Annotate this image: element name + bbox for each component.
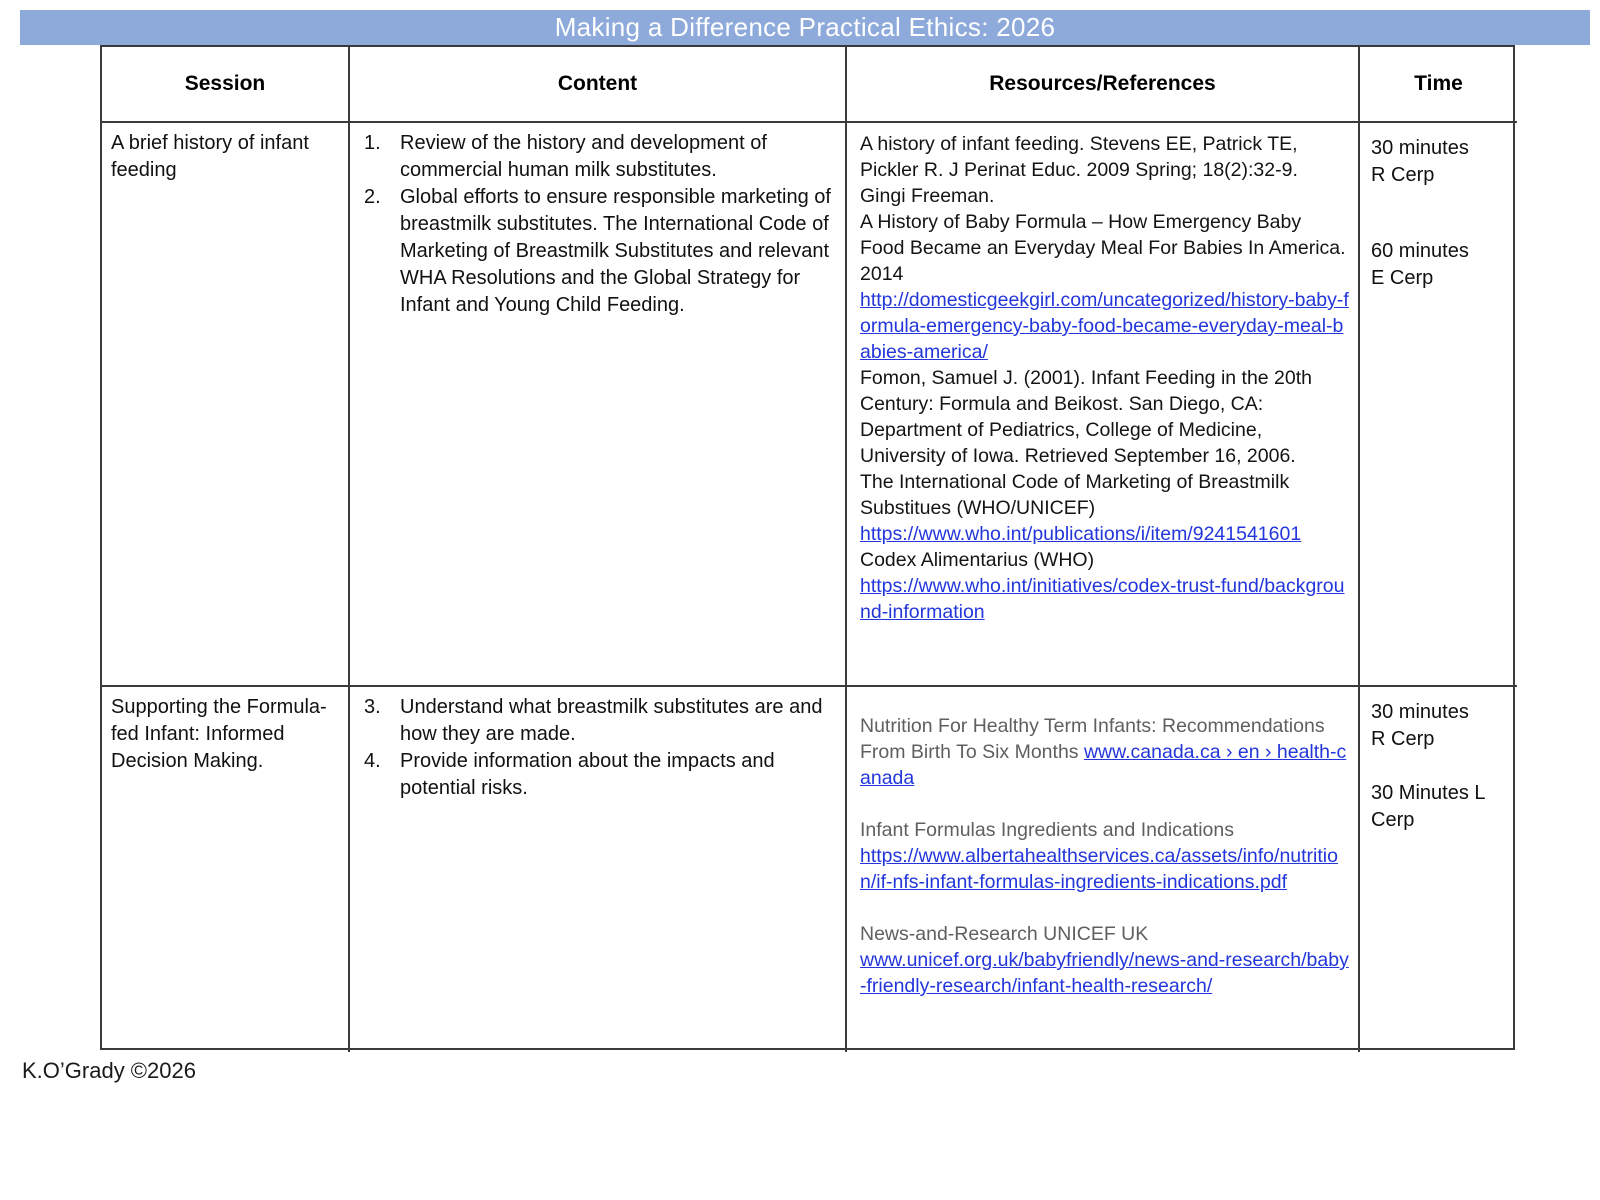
- content-cell-row1: [350, 123, 847, 687]
- resource-link[interactable]: http://domesticgeekgirl.com/uncategorized/history-baby-formula-emergency-baby-food-became-everyday-meal-babies-america/: [860, 289, 1349, 363]
- resource-text: News-and-Research UNICEF UK: [860, 923, 1149, 945]
- resource-paragraph: [860, 469, 1350, 521]
- resource-paragraph: [860, 843, 1350, 895]
- content-list-item: [358, 184, 839, 319]
- time-entry: [1371, 135, 1513, 188]
- time-entry: [1371, 780, 1513, 833]
- resource-text: Fomon, Samuel J. (2001). Infant Feeding in the 20th Century: Formula and Beikost. San Diego, CA: Department of Pediatrics, College of Medicine, University of Iowa. Retrieved September 16, 2006.: [860, 367, 1313, 467]
- content-cell-row2: [350, 687, 847, 1052]
- content-list-item: [358, 748, 839, 802]
- time-cell-row1: [1360, 123, 1517, 687]
- list-text: Review of the history and development of commercial human milk substitutes.: [400, 132, 767, 181]
- resource-paragraph: [860, 131, 1350, 183]
- time-line: E Cerp: [1371, 266, 1434, 289]
- resource-text: Infant Formulas Ingredients and Indications: [860, 819, 1234, 841]
- list-text: Global efforts to ensure responsible marketing of breastmilk substitutes. The International Code of Marketing of Breastmilk Substitutes and relevant WHA Resolutions and the Global Strategy for Infant and Young Child Feeding.: [400, 186, 831, 316]
- resource-text: Nutrition For Healthy Term Infants: Recommendations From Birth To Six Months: [860, 715, 1325, 763]
- time-line: 30 Minutes L: [1371, 782, 1486, 804]
- title-banner: [20, 10, 1590, 45]
- resource-text: The International Code of Marketing of Breastmilk Substitues (WHO/UNICEF): [860, 471, 1290, 519]
- resource-paragraph: [860, 947, 1350, 999]
- resource-link[interactable]: www.canada.ca › en › health-canada: [860, 741, 1347, 789]
- column-header-content: Content: [350, 47, 847, 123]
- resource-link[interactable]: https://www.who.int/publications/i/item/9241541601: [860, 523, 1302, 545]
- list-text: Provide information about the impacts and potential risks.: [400, 750, 775, 799]
- column-header-resources: Resources/References: [847, 47, 1360, 123]
- column-header-time: Time: [1360, 47, 1517, 123]
- session-cell-row2: [102, 687, 350, 1052]
- copyright-text: K.O’Grady ©2026: [22, 1058, 196, 1083]
- schedule-table: [100, 45, 1515, 1050]
- resource-text: Codex Alimentarius (WHO): [860, 549, 1095, 571]
- list-number: 1.: [364, 132, 381, 154]
- resource-paragraph: [860, 817, 1350, 843]
- resource-paragraph: [860, 287, 1350, 365]
- list-number: 2.: [364, 186, 381, 208]
- content-list-item: [358, 694, 839, 748]
- time-line: 30 minutes: [1371, 701, 1469, 723]
- resource-paragraph: [860, 365, 1350, 469]
- session-title: Supporting the Formula-fed Infant: Informed Decision Making.: [111, 696, 327, 772]
- time-cell-row2: [1360, 687, 1517, 1052]
- resource-link[interactable]: https://www.albertahealthservices.ca/assets/info/nutrition/if-nfs-infant-formulas-ingredients-indications.pdf: [860, 845, 1338, 893]
- resource-paragraph: [860, 547, 1350, 573]
- resource-paragraph: [860, 183, 1350, 209]
- content-list-item: [358, 130, 839, 184]
- resource-paragraph: [860, 573, 1350, 625]
- resource-paragraph: [860, 521, 1350, 547]
- column-header-session: Session: [102, 47, 350, 123]
- page-title: Making a Difference Practical Ethics: 2026: [554, 12, 1056, 42]
- resources-cell-row1: [847, 123, 1360, 687]
- resources-cell-row2: [847, 687, 1360, 1052]
- resource-text: Gingi Freeman.: [860, 185, 995, 207]
- resource-paragraph: [860, 209, 1350, 287]
- resource-link[interactable]: https://www.who.int/initiatives/codex-trust-fund/background-information: [860, 575, 1345, 623]
- resource-text: A history of infant feeding. Stevens EE, Patrick TE, Pickler R. J Perinat Educ. 2009 Spring; 18(2):32-9.: [860, 133, 1298, 181]
- resource-paragraph: [860, 713, 1350, 791]
- resource-link[interactable]: www.unicef.org.uk/babyfriendly/news-and-research/baby-friendly-research/infant-health-research/: [860, 949, 1349, 997]
- resource-paragraph: [860, 921, 1350, 947]
- list-number: 4.: [364, 750, 381, 772]
- time-line: Cerp: [1371, 808, 1415, 831]
- time-line: R Cerp: [1371, 727, 1435, 750]
- resource-text: A History of Baby Formula – How Emergency Baby Food Became an Everyday Meal For Babies In America. 2014: [860, 211, 1346, 285]
- time-line: 30 minutes: [1371, 137, 1469, 159]
- time-line: R Cerp: [1371, 163, 1435, 186]
- time-entry: [1371, 238, 1513, 291]
- list-number: 3.: [364, 696, 381, 718]
- session-cell-row1: [102, 123, 350, 687]
- list-text: Understand what breastmilk substitutes are and how they are made.: [400, 696, 823, 745]
- time-entry: [1371, 699, 1513, 752]
- time-line: 60 minutes: [1371, 240, 1469, 262]
- session-title: A brief history of infant feeding: [111, 132, 309, 181]
